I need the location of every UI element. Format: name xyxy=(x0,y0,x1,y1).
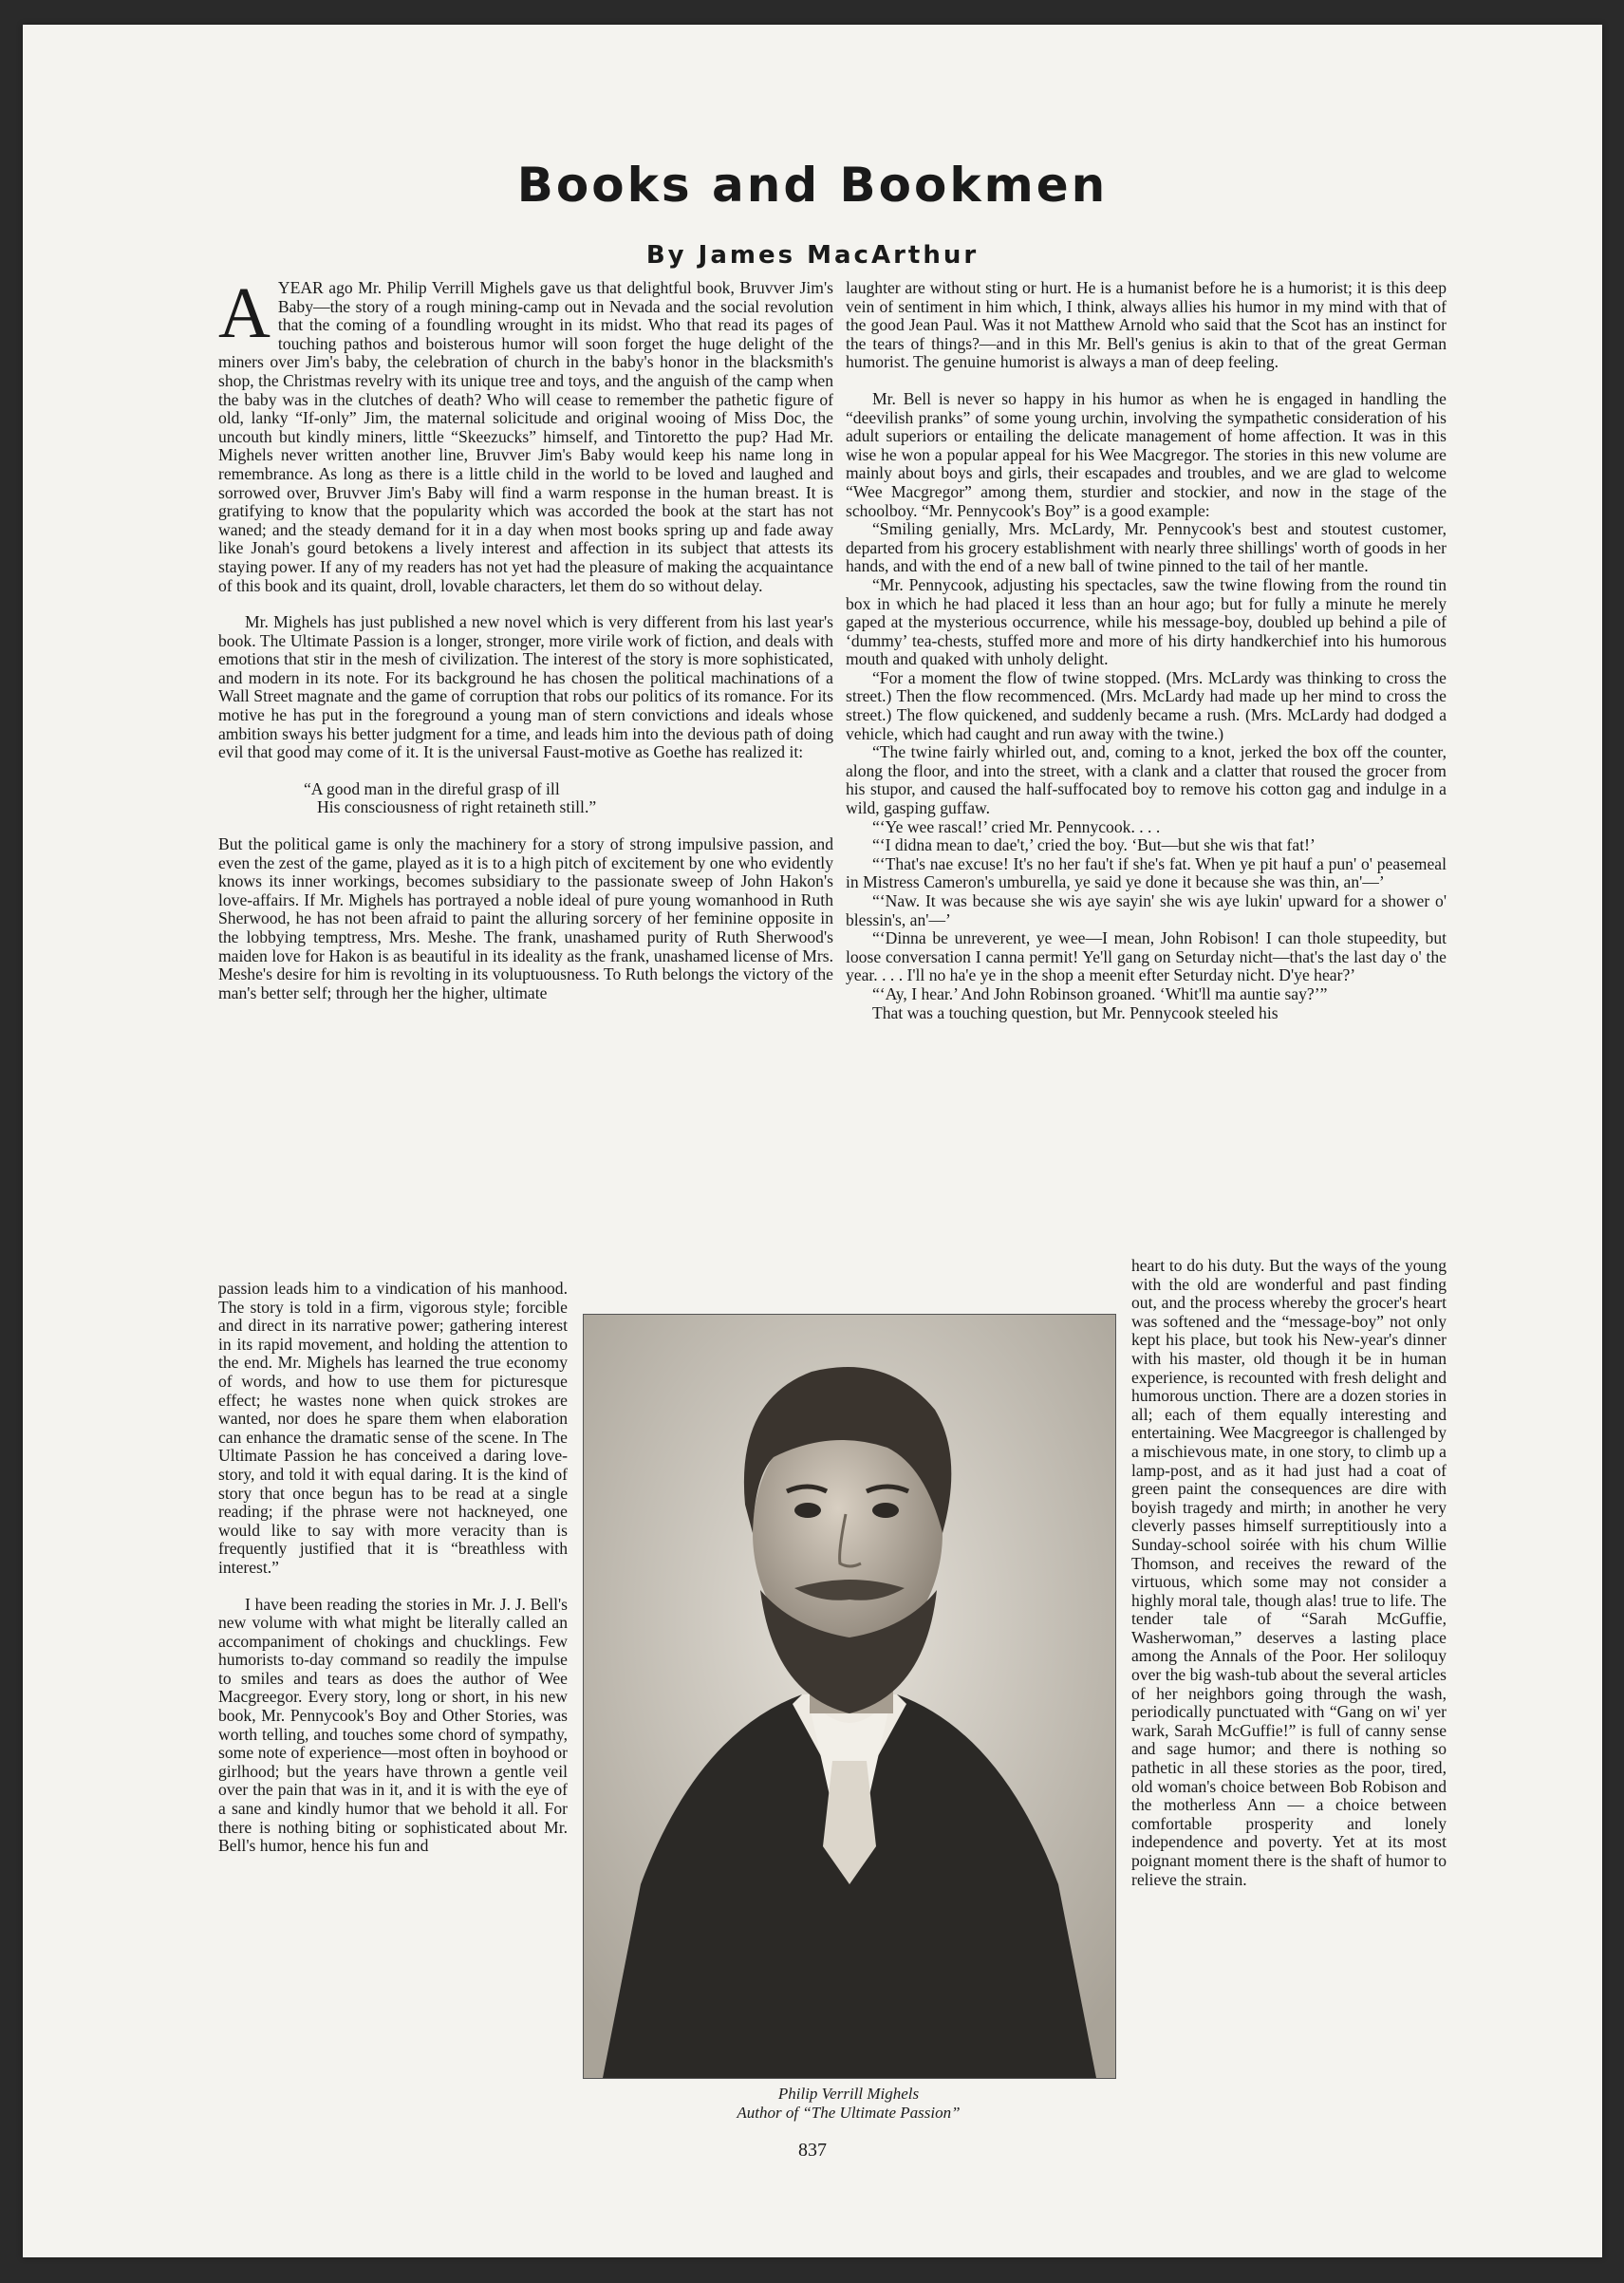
paragraph: Mr. Mighels has just published a new novel which is very different from his last year's book. The Ultimate Passion is a longer, stronger, more virile work of fiction, and deals with emotions that stir in the mesh of civilization. The interest of the story is more sophisticated, and modern in its note. For its background he has chosen the political machinations of a Wall Street magnate and the game of corruption that robs our politics of its romance. For its motive he has put in the foreground a young man of stern convictions and ideals whose ambition sways his better judgment for a time, and leads him into the devious path of doing evil that good may come of it. It is the universal Faust-motive as Goethe has realized it: xyxy=(218,612,833,762)
quote-paragraph: “‘That's nae excuse! It's no her fau't if she's fat. When ye pit hauf a pun' o' peasemeal in Mistress Cameron's umburella, ye said ye done it because she was thin, an'—’ xyxy=(846,853,1447,892)
paragraph: But the political game is only the machinery for a story of strong impulsive passion, and even the zest of the game, played as it is to a high pitch of excitement by one who evidently knows its inner workings, becomes subsidiary to the passionate sweep of John Hakon's love-affairs. If Mr. Mighels has portrayed a noble ideal of pure young womanhood in Ruth Sherwood, he has not been afraid to paint the alluring sorcery of her feminine opposite in the lobbying temptress, Mrs. Meshe. The frank, unashamed purity of Ruth Sherwood's maiden love for Hakon is as beautiful in its ideality as the frank, unashamed license of Mrs. Meshe's desire for him is revolting in its voluptuousness. To Ruth belongs the victory of the man's better self; through her the higher, ultimate xyxy=(218,834,833,1002)
drop-cap: A xyxy=(218,273,271,353)
caption-name: Philip Verrill Mighels xyxy=(777,2085,920,2103)
paragraph: passion leads him to a vindication of his manhood. The story is told in a firm, vigorous style; forcible and direct in its narrative power; gathering interest in its rapid movement, and holding the attention to the end. Mr. Mighels has learned the true economy of words, and how to use them for picturesque effect; he wastes none when quick strokes are wanted, nor does he spare them when elaboration can enhance the dramatic sense of the scene. In The Ultimate Passion he has conceived a daring love-story, and told it with equal daring. It is the kind of story that once begun has to be read at a single reading; if the phrase were not hackneyed, one would like to say with more veracity than is frequently justified that it is “breathless with interest.” xyxy=(218,1279,568,1577)
paragraph: Mr. Bell is never so happy in his humor as when he is engaged in handling the “deevilish pranks” of some young urchin, involving the sympathetic consideration of his adult superiors or entailing the delicate management of home affection. It was in this wise he won a popular appeal for his Wee Macgregor. The stories in this new volume are mainly about boys and girls, their escapades and troubles, and we are glad to welcome “Wee Macgregor” among them, sturdier and stockier, and now in the stage of the schoolboy. “Mr. Pennycook's Boy” is a good example: xyxy=(846,388,1447,520)
quote-paragraph: “Smiling genially, Mrs. McLardy, Mr. Pennycook's best and stoutest customer, departed from his grocery establishment with nearly three shillings' worth of goods in her hands, and with the end of a new ball of twine pinned to the tail of her mantle. xyxy=(846,519,1447,576)
left-column xyxy=(218,273,833,1020)
quote-paragraph: “‘Naw. It was because she wis aye sayin' she wis aye lukin' upward for a shower o' blessin's, an'—’ xyxy=(846,891,1447,929)
quote-paragraph: “‘Dinna be unreverent, ye wee—I mean, John Robison! I can thole stupeedity, but loose conversation I canna permit! Ye'll gang on Seturday nicht—that's the last day o' the year. . . . I'll no ha'e ye in the shop a meenit efter Seturday nicht. D'ye hear?’ xyxy=(846,928,1447,985)
right-column xyxy=(846,279,1447,1022)
paragraph: I have been reading the stories in Mr. J. J. Bell's new volume with what might be literally called an accompaniment of chokings and chucklings. Few humorists to-day command so readily the impulse to smiles and tears as does the author of Wee Macgreegor. Every story, long or short, in his new book, Mr. Pennycook's Boy and Other Stories, was worth telling, and touches some chord of sympathy, some note of experience—most often in boyhood or girlhood; but the years have thrown a gentle veil over the pain that was in it, and it is with the eye of a sane and kindly humor that we behold it all. For there is nothing biting or sophisticated about Mr. Bell's humor, hence his fun and xyxy=(218,1594,568,1856)
page-title: Books and Bookmen xyxy=(516,158,1109,213)
quote-paragraph: “The twine fairly whirled out, and, coming to a knot, jerked the box off the counter, along the floor, and into the street, with a clank and a clatter that roused the grocer from his stupor, and caused the half-suffocated boy to remove his cotton gag and indulge in a wild, gasping guffaw. xyxy=(846,742,1447,818)
page-number: 837 xyxy=(798,2140,827,2161)
quote-paragraph: “‘Ye wee rascal!’ cried Mr. Pennycook. . . . xyxy=(872,816,1161,836)
paragraph: heart to do his duty. But the ways of the young with the old are wonderful and past finding out, and the process whereby the grocer's heart was softened and the “message-boy” not only kept his place, but took his New-year's dinner with his master, old though it be in human experience, is recounted with fresh delight and humorous unction. There are a dozen stories in all; each of them equally interesting and entertaining. Wee Macgreegor is challenged by a mischievous mate, in one story, to climb up a lamp-post, and as it had just had a coat of green paint the consequences are dire with boyish tragedy and mirth; in another he very cleverly passes himself surreptitiously into a Sunday-school soirée with his chum Willie Thomson, and receives the reward of the virtuous, which some may not consider a highly moral tale, though alas! true to life. The tender tale of “Sarah McGuffie, Washerwoman,” deserves a lasting place among the Annals of the Poor. Her soliloquy over the big wash-tub about the several articles of her neighbors going through the wash, periodically punctuated with “Gang on wi' yer wark, Sarah McGuffie!” is full of canny sense and sage humor; and there is nothing so pathetic in all these stories as the poor, tired, old woman's choice between Bob Robison and the motherless Ann — a choice between comfortable prosperity and lonely independence and poverty. Yet at its most poignant moment there is the shaft of humor to relieve the strain. xyxy=(1131,1256,1447,1889)
portrait-photo xyxy=(583,1314,1116,2079)
left-narrow-column xyxy=(218,1280,568,1874)
verse-line: “A good man in the direful grasp of ill xyxy=(304,778,560,798)
right-narrow-column xyxy=(1131,1257,1447,1889)
magazine-page xyxy=(23,25,1602,2257)
portrait-illustration xyxy=(584,1315,1115,2078)
paragraph: That was a touching question, but Mr. Pennycook steeled his xyxy=(872,1002,1279,1022)
byline: By James MacArthur xyxy=(645,241,980,270)
quote-paragraph: “‘Ay, I hear.’ And John Robinson groaned. ‘Whit'll ma auntie say?’” xyxy=(872,983,1328,1003)
quote-paragraph: “‘I didna mean to dae't,’ cried the boy. ‘But—but she wis that fat!’ xyxy=(872,835,1316,855)
quote-paragraph: “Mr. Pennycook, adjusting his spectacles, saw the twine flowing from the round tin box in which he had placed it less than an hour ago; but for fully a minute he merely gaped at the mysterious occurrence, while his message-boy, doubled up behind a pile of ‘dummy’ tea-chests, stuffed more and more of his dirty handkerchief into his humorous mouth and quaked with unholy delight. xyxy=(846,574,1447,669)
paragraph: laughter are without sting or hurt. He is a humanist before he is a humorist; it is this deep vein of sentiment in him which, I think, always allies his humor in my mind with that of the good Jean Paul. Was it not Matthew Arnold who said that the Scot has an instinct for the tears of things?—and in this Mr. Bell's genius is akin to that of the great German humorist. The genuine humorist is always a man of deep feeling. xyxy=(846,278,1447,372)
paragraph xyxy=(218,273,833,595)
caption-description: Author of “The Ultimate Passion” xyxy=(737,2104,961,2122)
paragraph-text: YEAR ago Mr. Philip Verrill Mighels gave us that delightful book, Bruvver Jim's Baby—the story of a rough mining-camp out in Nevada and the social revolution that the coming of a foundling wrought in its midst. Who that read its pages of touching pathos and boisterous humor will soon forget the huge delight of the miners over Jim's baby, the celebration of church in the baby's honor in the blacksmith's shop, the Christmas revelry with its unique tree and toys, and the anguish of the camp when the baby was in the clutches of death? Who will cease to remember the pathetic figure of old, lanky “If-only” Jim, the maternal solicitude and original wooing of Miss Doc, the uncouth but kindly miners, little “Skeezucks” himself, and Tintoretto the pup? Had Mr. Mighels never written another line, Bruvver Jim's Baby would keep his name long in remembrance. As long as there is a little child in the world to be loved and laughed and sorrowed over, Bruvver Jim's Baby will find a warm response in the human breast. It is gratifying to know that the popularity which was accorded the book at the start has not waned; and the steady demand for it in a day when most books spring up and fade away like Jonah's gourd betokens a lively interest and affection in its subject that attests its staying power. If any of my readers has not yet had the pleasure of making the acquaintance of this book and its quaint, droll, lovable characters, let them do so without delay. xyxy=(218,278,833,595)
verse-quote xyxy=(218,780,833,817)
photo-caption xyxy=(583,2085,1114,2123)
verse-line: His consciousness of right retaineth still.” xyxy=(317,797,597,817)
quote-paragraph: “For a moment the flow of twine stopped. (Mrs. McLardy was thinking to cross the street.) Then the flow recommenced. (Mrs. McLardy had made up her mind to cross the street.) The flow quickened, and suddenly became a rush. (Mrs. McLardy had dodged a vehicle, which had caught and run away with the twine.) xyxy=(846,667,1447,743)
